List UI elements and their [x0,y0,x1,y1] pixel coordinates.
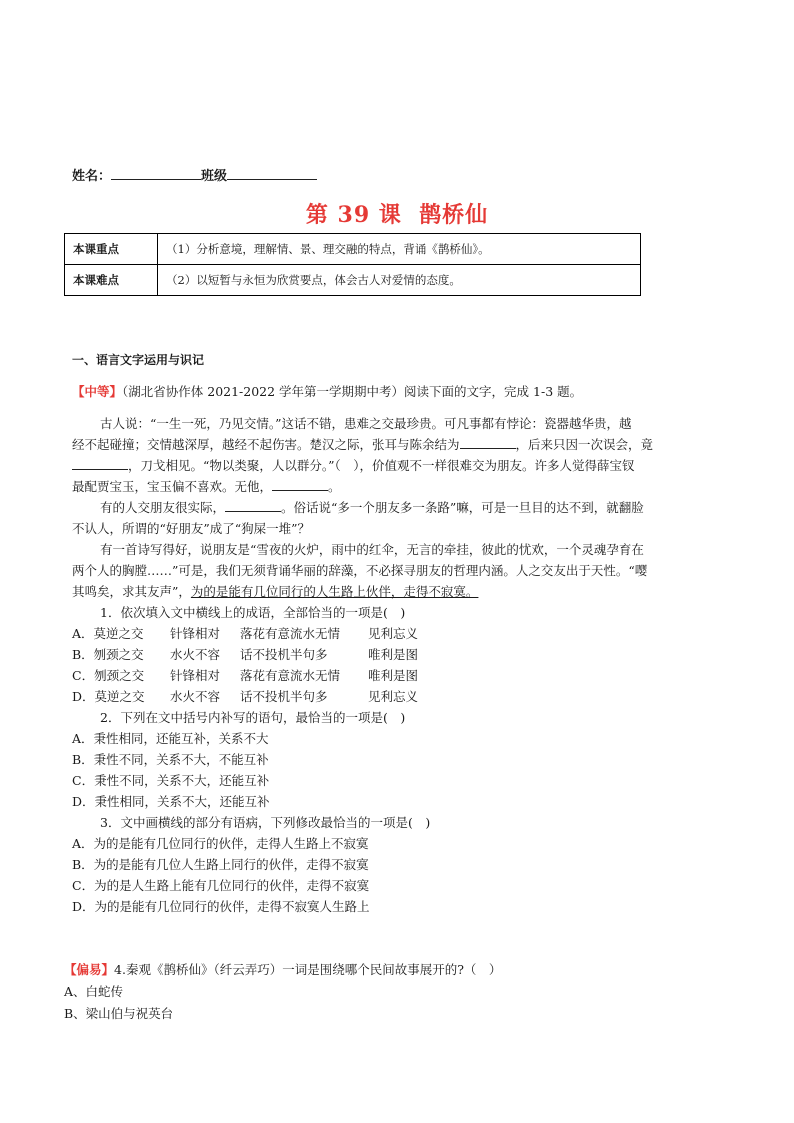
passage-text: ，刀戈相见。“物以类聚，人以群分。”（ ），价值观不一样很难交为朋友。许多人觉得薛宝钗 [128,458,635,473]
question-stem: 3．文中画横线的部分有语病，下列修改最恰当的一项是( ) [100,815,431,830]
difficulty-tag: 【偏易】 [64,962,115,977]
blank-2[interactable] [72,458,128,470]
passage-line: 两个人的胸膛……”可是，我们无须背诵华丽的辞藻，不必探寻朋友的哲理内涵。人之交友出于天性。“嘤 [72,563,648,578]
table-row [65,265,641,296]
passage-line [72,437,653,453]
passage-text: 有的人交朋友很实际， [100,500,226,515]
lesson-focus-table [64,233,641,296]
option-text: 话不投机半句多 [240,647,328,662]
blank-3[interactable] [272,479,328,491]
option-b[interactable]: B．为的是能有几位人生路上同行的伙伴，走得不寂寞 [72,857,369,872]
difficulty-tag: 【中等】 [72,384,123,399]
question-text: 4.秦观《鹊桥仙》（纤云弄巧）一词是围绕哪个民间故事展开的?（ ） [114,962,502,977]
passage-text: 。 [328,479,341,494]
option-d[interactable]: D．为的是能有几位同行的伙伴，走得不寂寞人生路上 [72,899,370,914]
passage-text: 其鸣矣，求其友声”， [72,584,191,599]
option-text: 唯利是图 [368,647,419,662]
passage-text: 。俗话说“多一个朋友多一条路”嘛，可是一旦目的达不到，就翻脸 [281,500,644,515]
option-text: 话不投机半句多 [240,689,328,704]
passage-line [72,584,478,600]
option-text: B．刎颈之交 [72,647,144,662]
option-text: 见利忘义 [368,626,419,641]
blank-4[interactable] [225,500,281,512]
section-heading: 一、语言文字运用与识记 [72,353,205,367]
passage-line [72,479,341,495]
passage-line: 有一首诗写得好，说朋友是“雪夜的火炉，雨中的红伞，无言的牵挂，彼此的忧欢，一个灵魂孕育在 [100,542,644,557]
question-stem: 2．下列在文中括号内补写的语句，最恰当的一项是( ) [100,710,406,725]
passage-line [72,458,635,474]
option-text: 水火不容 [170,647,221,662]
option-a[interactable]: A．秉性相同，还能互补，关系不大 [72,731,269,746]
passage-line: 不认人，所谓的“好朋友”成了“狗屎一堆”？ [72,521,311,536]
option-text: 落花有意流水无情 [240,626,341,641]
passage-line: 古人说：“一生一死，乃见交情。”这话不错，患难之交最珍贵。可凡事都有悖论：瓷器越华贵，越 [100,416,632,431]
option-c[interactable] [72,668,418,684]
name-blank[interactable] [111,168,201,180]
title-name: 鹊桥仙 [419,202,489,228]
option-text: 水火不容 [170,689,221,704]
option-b[interactable]: B、梁山伯与祝英台 [64,1006,174,1021]
option-a[interactable]: A、白蛇传 [64,984,124,999]
question-4-stem [64,962,501,978]
option-d[interactable]: D．秉性相同，关系不大，还能互补 [72,794,270,809]
intro-line [72,384,582,400]
option-c[interactable]: C．秉性不同，关系不大，还能互补 [72,773,270,788]
option-a[interactable]: A．为的是能有几位同行的伙伴，走得人生路上不寂寞 [72,836,369,851]
difficulty-label: 本课难点 [65,265,158,296]
blank-1[interactable] [460,437,516,449]
focus-label: 本课重点 [65,234,158,265]
passage-line [100,500,644,516]
passage-text: 经不起碰撞；交情越深厚，越经不起伤害。楚汉之际，张耳与陈余结为 [72,437,460,452]
option-b[interactable]: B．秉性不同，关系不大，不能互补 [72,752,269,767]
option-text: 见利忘义 [368,689,419,704]
passage-text: 最配贾宝玉，宝玉偏不喜欢。无他， [72,479,273,494]
option-text: 唯利是图 [368,668,419,683]
option-text: A．莫逆之交 [72,626,144,641]
option-text: 落花有意流水无情 [240,668,341,683]
table-row [65,234,641,265]
option-c[interactable]: C．为的是人生路上能有几位同行的伙伴，走得不寂寞 [72,878,370,893]
option-text: 针锋相对 [170,626,221,641]
passage-text: ，后来只因一次误会，竟 [515,437,654,452]
option-text: D．莫逆之交 [72,689,145,704]
difficulty-content: （2）以短暂与永恒为欣赏要点，体会古人对爱情的态度。 [158,265,641,296]
underlined-sentence: 为的是能有几位同行的人生路上伙伴，走得不寂寞。 [190,584,479,599]
option-text: C．刎颈之交 [72,668,145,683]
option-b[interactable] [72,647,418,663]
option-text: 针锋相对 [170,668,221,683]
option-d[interactable] [72,689,418,705]
question-stem: 1．依次填入文中横线上的成语，全部恰当的一项是( ) [100,605,406,620]
focus-content: （1）分析意境，理解情、景、理交融的特点，背诵《鹊桥仙》。 [158,234,641,265]
class-blank[interactable] [227,168,317,180]
title-prefix: 第 39 课 [305,202,402,228]
intro-text: （湖北省协作体 2021-2022 学年第一学期期中考）阅读下面的文字，完成 1-3 题。 [122,384,583,399]
option-a[interactable] [72,626,418,642]
class-label: 班级 [201,169,228,184]
page-title [0,198,794,229]
student-info-row [72,165,317,184]
name-label: 姓名： [72,169,112,184]
